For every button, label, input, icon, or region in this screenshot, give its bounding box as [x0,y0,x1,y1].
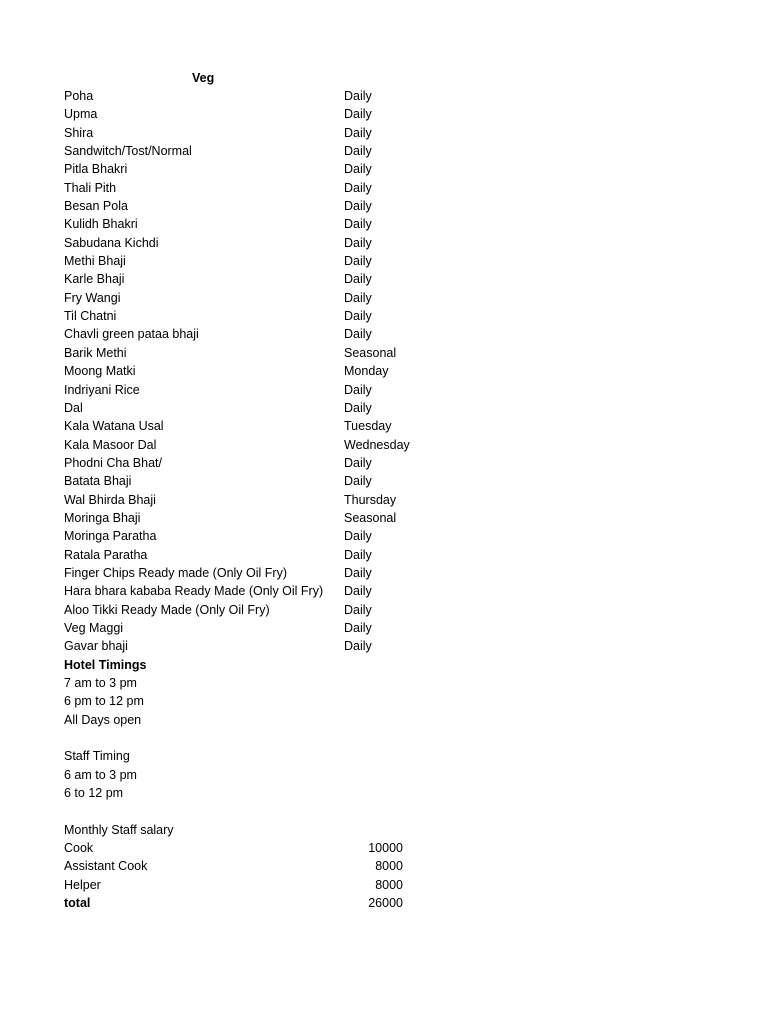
menu-row [64,454,424,472]
menu-item-availability: Daily [344,162,372,177]
hotel-timings-heading: Hotel Timings [64,657,147,672]
menu-row [64,564,424,582]
menu-item-name: Finger Chips Ready made (Only Oil Fry) [64,565,287,580]
blank-row [64,802,424,820]
blank-row [64,729,424,747]
menu-row [64,197,424,215]
menu-row [64,124,424,142]
menu-item-name: Indriyani Rice [64,382,140,397]
menu-row [64,619,424,637]
menu-row [64,527,424,545]
menu-item-name: Shira [64,125,94,140]
menu-item-name: Barik Methi [64,345,127,360]
menu-row [64,142,424,160]
salary-total-amount: 26000 [368,896,403,911]
menu-item-name: Moringa Paratha [64,529,157,544]
menu-item-name: Aloo Tikki Ready Made (Only Oil Fry) [64,602,270,617]
menu-item-availability: Thursday [344,492,397,507]
menu-item-availability: Daily [344,455,372,470]
menu-item-availability: Daily [344,199,372,214]
menu-item-name: Chavli green pataa bhaji [64,327,199,342]
salary-total-label: total [64,896,91,911]
menu-row [64,362,424,380]
menu-row [64,179,424,197]
menu-row [64,637,424,655]
menu-row [64,215,424,233]
salary-row [64,839,424,857]
menu-row [64,270,424,288]
menu-item-availability: Daily [344,400,372,415]
menu-item-availability: Daily [344,180,372,195]
menu-row [64,472,424,490]
menu-item-name: Dal [64,400,83,415]
hotel-timing-line [64,674,424,692]
salary-total-row [64,894,424,912]
staff-timing-line [64,784,424,802]
menu-row [64,234,424,252]
menu-row [64,582,424,600]
menu-item-name: Upma [64,107,98,122]
menu-item-availability: Daily [344,290,372,305]
menu-row [64,546,424,564]
menu-item-availability: Monday [344,364,389,379]
menu-item-name: Veg Maggi [64,620,124,635]
menu-item-name: Pitla Bhakri [64,162,128,177]
menu-row [64,325,424,343]
menu-item-availability: Daily [344,602,372,617]
menu-item-availability: Daily [344,125,372,140]
hotel-timing-text: 7 am to 3 pm [64,676,137,690]
menu-item-availability: Daily [344,309,372,324]
salary-heading-row [64,821,424,839]
hotel-timing-text: 6 pm to 12 pm [64,694,144,709]
menu-row [64,87,424,105]
sheet-rows [64,87,424,912]
menu-row [64,417,424,435]
menu-item-name: Hara bhara kababa Ready Made (Only Oil Fry) [64,584,324,599]
menu-item-availability: Daily [344,254,372,269]
staff-timing-heading: Staff Timing [64,749,130,764]
menu-row [64,509,424,527]
menu-row [64,289,424,307]
menu-row [64,307,424,325]
menu-item-availability: Daily [344,107,372,122]
menu-item-name: Phodni Cha Bhat/ [64,455,162,470]
salary-row [64,857,424,875]
menu-item-availability: Daily [344,584,372,599]
hotel-timings-heading-row [64,656,424,674]
menu-row [64,381,424,399]
menu-item-name: Wal Bhirda Bhaji [64,492,156,507]
menu-item-name: Ratala Paratha [64,547,148,562]
menu-item-availability: Daily [344,639,372,654]
menu-row [64,601,424,619]
menu-item-name: Thali Pith [64,180,117,195]
menu-item-availability: Daily [344,327,372,342]
menu-item-availability: Seasonal [344,510,397,525]
menu-item-name: Moringa Bhaji [64,510,141,525]
menu-item-name: Gavar bhaji [64,639,128,654]
menu-item-availability: Daily [344,217,372,232]
menu-item-availability: Daily [344,272,372,287]
menu-row [64,252,424,270]
menu-row [64,491,424,509]
menu-item-name: Sabudana Kichdi [64,235,159,250]
menu-item-name: Poha [64,89,94,103]
menu-item-name: Sandwitch/Tost/Normal [64,144,192,159]
salary-role: Cook [64,841,94,856]
menu-item-availability: Daily [344,620,372,635]
hotel-timing-line [64,711,424,729]
salary-heading: Monthly Staff salary [64,822,174,837]
staff-timing-text: 6 to 12 pm [64,786,124,801]
menu-item-name: Fry Wangi [64,290,121,305]
hotel-timing-line [64,692,424,710]
menu-item-name: Kala Masoor Dal [64,437,157,452]
menu-item-availability: Daily [344,89,372,103]
menu-row [64,436,424,454]
salary-role: Helper [64,877,101,892]
menu-item-name: Moong Matki [64,364,136,379]
salary-row [64,876,424,894]
menu-item-availability: Daily [344,474,372,489]
veg-title: Veg [192,71,215,85]
menu-row [64,344,424,362]
menu-item-availability: Wednesday [344,437,410,452]
salary-amount: 10000 [368,841,403,856]
menu-item-name: Til Chatni [64,309,117,324]
menu-list [64,87,424,656]
menu-item-availability: Daily [344,144,372,159]
menu-item-name: Karle Bhaji [64,272,125,287]
menu-item-availability: Daily [344,529,372,544]
menu-item-availability: Seasonal [344,345,397,360]
salary-amount: 8000 [375,877,403,892]
menu-item-availability: Daily [344,235,372,250]
menu-item-name: Batata Bhaji [64,474,132,489]
salary-role: Assistant Cook [64,859,148,874]
menu-row [64,399,424,417]
salary-amount: 8000 [375,859,403,874]
menu-item-availability: Daily [344,547,372,562]
menu-item-name: Kala Watana Usal [64,419,164,434]
menu-item-name: Besan Pola [64,199,128,214]
menu-row [64,160,424,178]
staff-timing-heading-row [64,747,424,765]
staff-timing-line [64,766,424,784]
menu-item-availability: Daily [344,565,372,580]
menu-item-availability: Daily [344,382,372,397]
menu-row [64,105,424,123]
menu-item-availability: Tuesday [344,419,392,434]
hotel-timing-text: All Days open [64,712,142,727]
menu-item-name: Methi Bhaji [64,254,126,269]
menu-item-name: Kulidh Bhakri [64,217,138,232]
staff-timing-text: 6 am to 3 pm [64,767,137,782]
